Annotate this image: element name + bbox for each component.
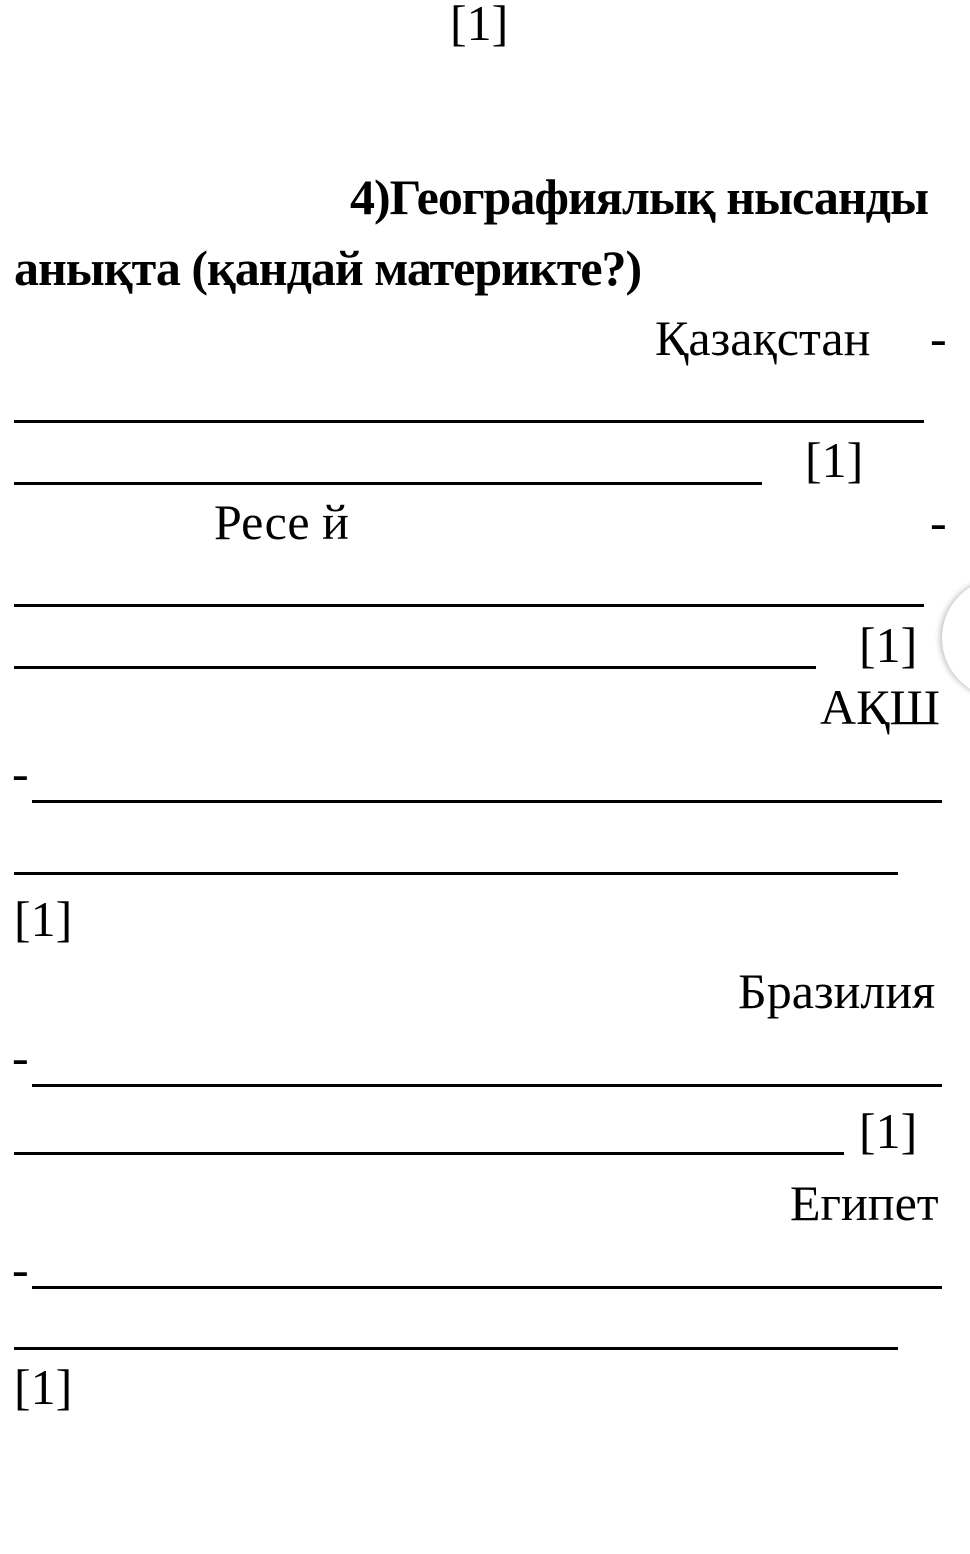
answer-line[interactable] (14, 420, 924, 423)
answer-line[interactable] (14, 1152, 844, 1155)
answer-line[interactable] (14, 604, 924, 607)
score-marker: [1] (859, 1103, 918, 1159)
country-label: Қазақстан (655, 310, 871, 366)
answer-line[interactable] (32, 1084, 942, 1087)
question-title-continuation: анықта (қандай материкте?) (14, 240, 642, 296)
dash: - (12, 1029, 29, 1085)
country-label: Египет (790, 1175, 939, 1231)
country-label: Ресе й (214, 494, 349, 550)
dash: - (930, 310, 947, 366)
answer-line[interactable] (32, 1286, 942, 1289)
answer-line[interactable] (14, 872, 898, 875)
score-marker: [1] (14, 891, 73, 947)
answer-line[interactable] (32, 800, 942, 803)
answer-line[interactable] (14, 482, 762, 485)
score-marker: [1] (805, 432, 864, 488)
dash: - (12, 745, 29, 801)
previous-score: [1] (450, 0, 509, 51)
country-label: Бразилия (738, 963, 936, 1019)
dash: - (12, 1241, 29, 1297)
score-marker: [1] (14, 1359, 73, 1415)
country-label: АҚШ (820, 679, 940, 735)
question-title: 4)Географиялық нысанды (350, 169, 928, 225)
answer-line[interactable] (14, 1347, 898, 1350)
score-marker: [1] (859, 617, 918, 673)
side-scroll-handle[interactable] (942, 578, 970, 698)
answer-line[interactable] (14, 666, 816, 669)
dash: - (930, 494, 947, 550)
